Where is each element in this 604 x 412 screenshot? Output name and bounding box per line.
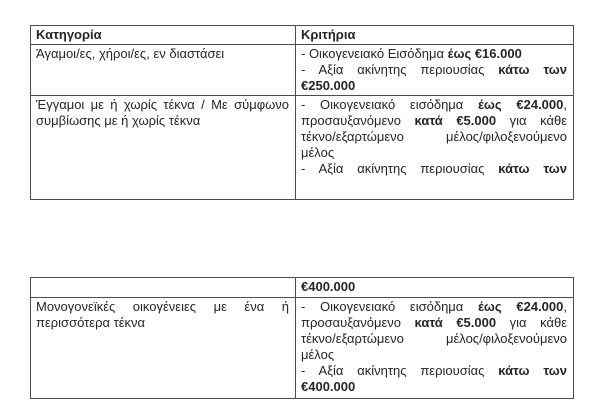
text-line xyxy=(301,299,567,315)
text-segment: μέλος xyxy=(301,347,335,362)
text-segment: προσαυξανόμενο xyxy=(301,315,415,330)
text-segment: - Οικογενειακό εισόδημα xyxy=(301,299,479,314)
cell-criteria xyxy=(296,298,574,399)
text-segment: προσαυξανόμενο xyxy=(301,113,415,128)
text-segment: συμβίωσης με ή χωρίς τέκνα xyxy=(36,113,201,128)
text-line xyxy=(301,161,567,177)
text-line xyxy=(36,113,289,129)
text-segment: €400.000 xyxy=(301,379,356,394)
text-line xyxy=(36,46,289,62)
text-segment: περισσότερα τέκνα xyxy=(36,315,146,330)
column-header-criteria: Κριτήρια xyxy=(296,26,574,45)
text-segment: €250.000 xyxy=(301,78,356,93)
text-segment: τέκνο/εξαρτώμενο μέλος/φιλοξενούμενο xyxy=(301,129,567,144)
text-segment: Έγγαμοι με ή χωρίς τέκνα / Με σύμφωνο xyxy=(36,97,289,112)
cell-category xyxy=(31,96,296,200)
text-line xyxy=(301,331,567,347)
text-segment: για κάθε xyxy=(496,113,567,128)
category-criteria-table-part-1 xyxy=(30,25,574,200)
text-segment: , xyxy=(563,97,567,112)
text-segment: Μονογονεϊκές οικογένειες με ένα ή xyxy=(36,299,289,314)
text-segment: έως €24.000 xyxy=(478,299,564,314)
table-row xyxy=(31,298,574,399)
text-line xyxy=(301,279,567,295)
text-line xyxy=(301,129,567,145)
text-segment: - Αξία ακίνητης περιουσίας xyxy=(301,161,499,176)
table-row xyxy=(31,45,574,96)
text-segment: κάτω των xyxy=(498,161,567,176)
text-line xyxy=(301,46,567,62)
table-row xyxy=(31,96,574,200)
text-segment: έως €24.000 xyxy=(478,97,564,112)
text-line xyxy=(301,363,567,379)
cell-criteria xyxy=(296,278,574,298)
text-segment: μέλος xyxy=(301,145,335,160)
text-line xyxy=(301,113,567,129)
text-segment: έως €16.000 xyxy=(447,46,522,61)
text-segment: Άγαμοι/ες, χήροι/ες, εν διαστάσει xyxy=(36,46,225,61)
cell-category xyxy=(31,45,296,96)
text-line xyxy=(301,347,567,363)
text-line xyxy=(301,315,567,331)
cell-criteria xyxy=(296,45,574,96)
text-line xyxy=(36,97,289,113)
column-header-category: Κατηγορία xyxy=(31,26,296,45)
text-segment: , xyxy=(563,299,567,314)
text-line xyxy=(36,299,289,315)
text-segment: κάτω των xyxy=(498,363,567,378)
text-line xyxy=(301,97,567,113)
cell-criteria xyxy=(296,96,574,200)
text-line xyxy=(301,379,567,395)
text-segment: €400.000 xyxy=(301,279,356,294)
text-segment: - Αξία ακίνητης περιουσίας xyxy=(301,62,499,77)
text-segment: τέκνο/εξαρτώμενο μέλος/φιλοξενούμενο xyxy=(301,331,567,346)
text-segment: - Αξία ακίνητης περιουσίας xyxy=(301,363,499,378)
cell-category xyxy=(31,298,296,399)
text-segment: κάτω των xyxy=(498,62,567,77)
table-header-row xyxy=(31,26,574,45)
text-segment: κατά €5.000 xyxy=(414,315,497,330)
text-segment: - Οικογενειακό Εισόδημα xyxy=(301,46,448,61)
category-criteria-table-part-2 xyxy=(30,277,574,399)
text-segment: για κάθε xyxy=(496,315,567,330)
table-row xyxy=(31,278,574,298)
text-segment: - Οικογενειακό εισόδημα xyxy=(301,97,479,112)
text-line xyxy=(36,315,289,331)
text-line xyxy=(301,145,567,161)
text-line xyxy=(301,78,567,94)
text-line xyxy=(301,62,567,78)
text-segment: κατά €5.000 xyxy=(414,113,497,128)
cell-category xyxy=(31,278,296,298)
